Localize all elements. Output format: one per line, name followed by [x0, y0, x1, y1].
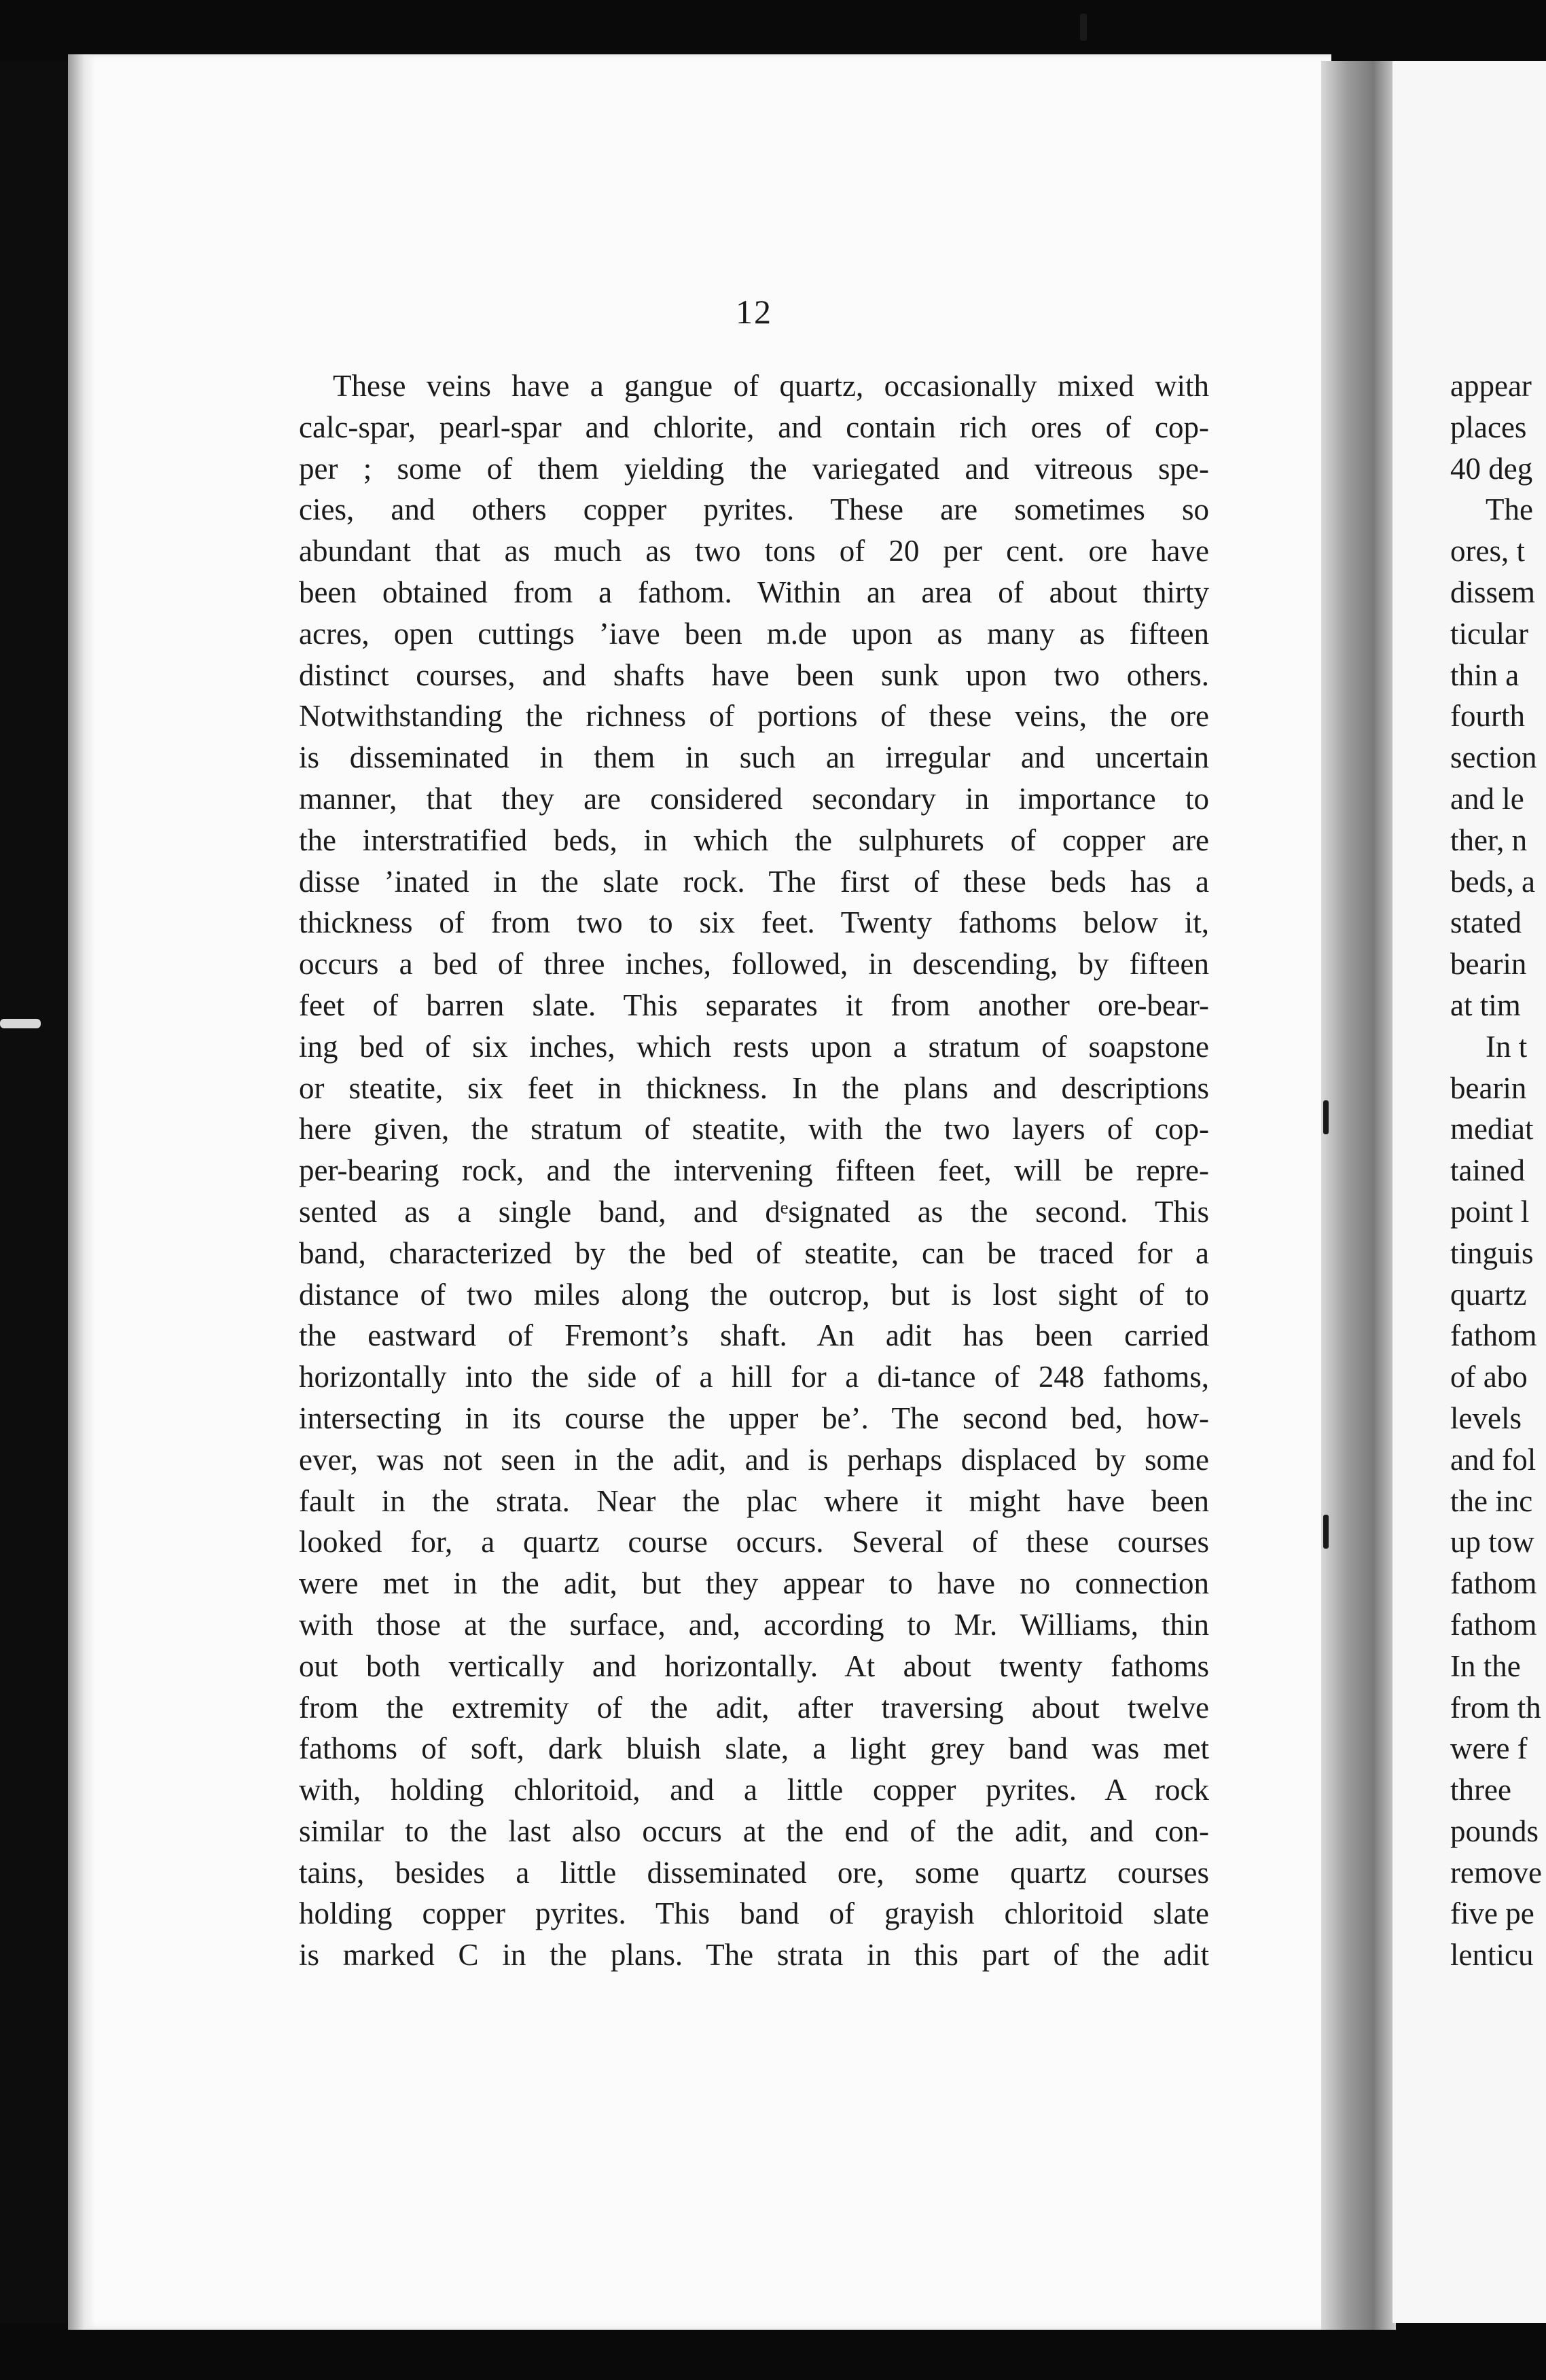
text-fragment: pounds: [1450, 1814, 1539, 1848]
text-line: feet of barren slate. This separates it from another ore-bear-: [299, 988, 1209, 1022]
text-fragment: and le: [1450, 781, 1524, 816]
text-fragment: point l: [1450, 1194, 1530, 1229]
text-fragment: from th: [1450, 1690, 1541, 1725]
text-fragment: ores, t: [1450, 534, 1525, 569]
scan-border-top: [0, 0, 1546, 61]
text-line: disse ’inated in the slate rock. The first of these beds has a: [299, 864, 1209, 899]
text-fragment: fourth: [1450, 699, 1525, 734]
text-line: is marked C in the plans. The strata in this part of the adit: [299, 1938, 1209, 1972]
text-fragment: remove: [1450, 1855, 1542, 1890]
text-line: the eastward of Fremont’s shaft. An adit has been carried: [299, 1318, 1209, 1353]
text-line: intersecting in its course the upper be’. The second bed, how-: [299, 1401, 1209, 1435]
text-fragment: bearin: [1450, 1070, 1527, 1105]
book-gutter: [1321, 61, 1396, 2330]
text-fragment: the inc: [1450, 1483, 1533, 1518]
text-line: tains, besides a little disseminated ore, some quartz courses: [299, 1855, 1209, 1890]
text-fragment: ticular: [1450, 616, 1528, 651]
text-fragment: five pe: [1450, 1896, 1534, 1931]
text-line: These veins have a gangue of quartz, occasionally mixed with: [333, 369, 1209, 403]
text-fragment: fathom: [1450, 1566, 1537, 1601]
text-fragment: fathom: [1450, 1607, 1537, 1642]
text-line: thickness of from two to six feet. Twenty fathoms below it,: [299, 905, 1209, 940]
text-fragment: tinguis: [1450, 1236, 1534, 1270]
text-fragment: ther, n: [1450, 823, 1528, 857]
text-line: from the extremity of the adit, after traversing about twelve: [299, 1690, 1209, 1725]
text-line: the interstratified beds, in which the sulphurets of copper are: [299, 823, 1209, 857]
text-line: similar to the last also occurs at the end of the adit, and con-: [299, 1814, 1209, 1848]
text-line: horizontally into the side of a hill for a di-tance of 248 fathoms,: [299, 1360, 1209, 1394]
text-fragment: were f: [1450, 1731, 1528, 1766]
text-line: with, holding chloritoid, and a little copper pyrites. A rock: [299, 1773, 1209, 1807]
text-fragment: dissem: [1450, 575, 1536, 609]
scan-speck: [1080, 14, 1087, 41]
scan-speck: [1323, 1100, 1329, 1134]
text-fragment: beds, a: [1450, 864, 1535, 899]
text-fragment: mediat: [1450, 1112, 1534, 1147]
text-line: distinct courses, and shafts have been sunk upon two others.: [299, 657, 1209, 692]
text-line: abundant that as much as two tons of 20 per cent. ore have: [299, 534, 1209, 569]
text-line: band, characterized by the bed of steatite, can be traced for a: [299, 1236, 1209, 1270]
text-line: cies, and others copper pyrites. These are sometimes so: [299, 492, 1209, 527]
text-fragment: levels: [1450, 1401, 1522, 1435]
text-line: with those at the surface, and, according to Mr. Williams, thin: [299, 1607, 1209, 1642]
text-line: fault in the strata. Near the plac where it might have been: [299, 1483, 1209, 1518]
text-line: per ; some of them yielding the variegated and vitreous spe-: [299, 451, 1209, 486]
text-line: calc-spar, pearl-spar and chlorite, and contain rich ores of cop-: [299, 410, 1209, 444]
text-fragment: at tim: [1450, 988, 1521, 1022]
text-fragment: quartz: [1450, 1277, 1527, 1312]
text-line: fathoms of soft, dark bluish slate, a light grey band was met: [299, 1731, 1209, 1766]
text-line: Notwithstanding the richness of portions of these veins, the ore: [299, 699, 1209, 734]
text-line: occurs a bed of three inches, followed, in descending, by fifteen: [299, 947, 1209, 981]
text-line: been obtained from a fathom. Within an area of about thirty: [299, 575, 1209, 609]
text-fragment: lenticu: [1450, 1938, 1534, 1972]
text-fragment: In t: [1486, 1029, 1528, 1064]
text-fragment: In the: [1450, 1648, 1521, 1683]
text-line: ever, was not seen in the adit, and is perhaps displaced by some: [299, 1442, 1209, 1477]
text-line: sented as a single band, and dᵉsignated as the second. This: [299, 1194, 1209, 1229]
text-line: ing bed of six inches, which rests upon a stratum of soapstone: [299, 1029, 1209, 1064]
scan-speck: [1323, 1515, 1329, 1549]
text-fragment: thin a: [1450, 657, 1520, 692]
text-line: here given, the stratum of steatite, with the two layers of cop-: [299, 1112, 1209, 1147]
scan-speck: [0, 1019, 41, 1028]
text-fragment: bearin: [1450, 947, 1527, 981]
left-page-binding-shadow: [68, 54, 95, 2330]
text-line: or steatite, six feet in thickness. In the plans and descriptions: [299, 1070, 1209, 1105]
text-fragment: stated: [1450, 905, 1522, 940]
text-fragment: fathom: [1450, 1318, 1537, 1353]
text-fragment: section: [1450, 740, 1537, 775]
text-fragment: of abo: [1450, 1360, 1528, 1394]
text-line: manner, that they are considered secondary in importance to: [299, 781, 1209, 816]
scan-border-bottom: [0, 2323, 1546, 2380]
left-page-text: [299, 365, 1209, 1976]
text-fragment: up tow: [1450, 1525, 1534, 1559]
text-line: out both vertically and horizontally. At about twenty fathoms: [299, 1648, 1209, 1683]
text-fragment: three: [1450, 1773, 1511, 1807]
text-line: looked for, a quartz course occurs. Several of these courses: [299, 1525, 1209, 1559]
text-fragment: places: [1450, 410, 1527, 444]
text-line: acres, open cuttings ’iave been m.de upon as many as fifteen: [299, 616, 1209, 651]
text-line: were met in the adit, but they appear to have no connection: [299, 1566, 1209, 1601]
right-page-text-fragments: [1450, 365, 1546, 1976]
text-line: holding copper pyrites. This band of grayish chloritoid slate: [299, 1896, 1209, 1931]
text-fragment: The: [1486, 492, 1533, 527]
text-fragment: appear: [1450, 369, 1532, 403]
page-number: 12: [736, 293, 772, 331]
text-line: per-bearing rock, and the intervening fifteen feet, will be repre-: [299, 1153, 1209, 1188]
text-line: is disseminated in them in such an irregular and uncertain: [299, 740, 1209, 775]
text-fragment: 40 deg: [1450, 451, 1533, 486]
text-line: distance of two miles along the outcrop, but is lost sight of to: [299, 1277, 1209, 1312]
text-fragment: tained: [1450, 1153, 1525, 1188]
text-fragment: and fol: [1450, 1442, 1536, 1477]
